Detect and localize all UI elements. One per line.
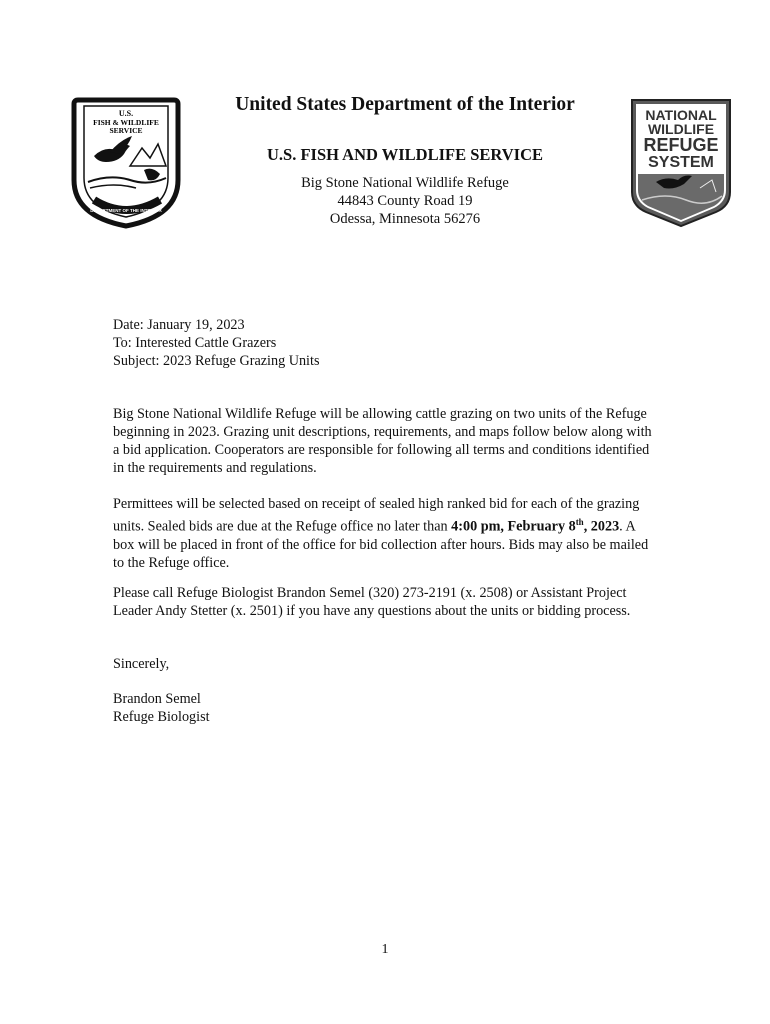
closing: Sincerely, [113, 656, 170, 672]
address-line-street: 44843 County Road 19 [337, 193, 473, 209]
paragraph-grazing-intro-text: Big Stone National Wildlife Refuge will be allowing cattle grazing on two units of the Refuge beginning in 2023. Grazing unit descriptions, requirements, and maps follow below along with a bid application. Cooperators are responsible for following all terms and conditions identified in the requirements and regulations. [113, 406, 652, 476]
department-heading: United States Department of the Interior [235, 94, 575, 115]
bid-text-start: Permittees will be selected based on receipt of sealed high ranked bid for each of the grazing units. Sealed bids are due at the Refuge office no later than [113, 496, 640, 535]
usfws-seal-logo [70, 96, 182, 230]
bid-text-end: . A box will be placed in front of the office for bid collection after hours. Bids may also be mailed to the Refuge office. [113, 518, 649, 571]
paragraph-bid-deadline [113, 495, 653, 572]
memo-date: Date: January 19, 2023 [113, 317, 245, 333]
address-line-city: Odessa, Minnesota 56276 [329, 211, 481, 227]
address-line-refuge: Big Stone National Wildlife Refuge [301, 175, 509, 191]
service-heading: U.S. FISH AND WILDLIFE SERVICE [266, 145, 544, 164]
paragraph-contact [113, 584, 653, 620]
svg-text:U.S.: U.S. [118, 109, 134, 118]
refuge-address [180, 174, 630, 228]
svg-text:SYSTEM: SYSTEM [648, 154, 714, 171]
paragraph-contact-text: Please call Refuge Biologist Brandon Semel (320) 273-2191 (x. 2508) or Assistant Project Leader Andy Stetter (x. 2501) if you have any questions about the units or bidding process. [113, 585, 631, 619]
memo-to: To: Interested Cattle Grazers [113, 335, 277, 351]
page-number: 1 [381, 942, 389, 957]
memo-block [113, 316, 653, 370]
bid-deadline-bold: 4:00 pm, February 8 [451, 518, 576, 535]
signature-block [113, 690, 653, 726]
svg-text:REFUGE: REFUGE [643, 135, 719, 155]
memo-subject: Subject: 2023 Refuge Grazing Units [113, 353, 320, 369]
bid-deadline-sup: th [575, 517, 584, 527]
svg-text:DEPARTMENT OF THE INTERIOR: DEPARTMENT OF THE INTERIOR [90, 208, 162, 213]
svg-text:FISH & WILDLIFE: FISH & WILDLIFE [93, 118, 159, 127]
bid-deadline-year: , 2023 [583, 518, 620, 535]
signature-name: Brandon Semel [113, 691, 201, 707]
svg-text:NATIONAL: NATIONAL [645, 107, 717, 123]
svg-text:SERVICE: SERVICE [109, 126, 143, 135]
paragraph-bid-deadline-text [113, 495, 653, 572]
signature-title: Refuge Biologist [113, 709, 210, 725]
nwrs-badge-logo [626, 96, 736, 228]
paragraph-grazing-intro [113, 405, 653, 477]
svg-text:WILDLIFE: WILDLIFE [647, 121, 715, 137]
